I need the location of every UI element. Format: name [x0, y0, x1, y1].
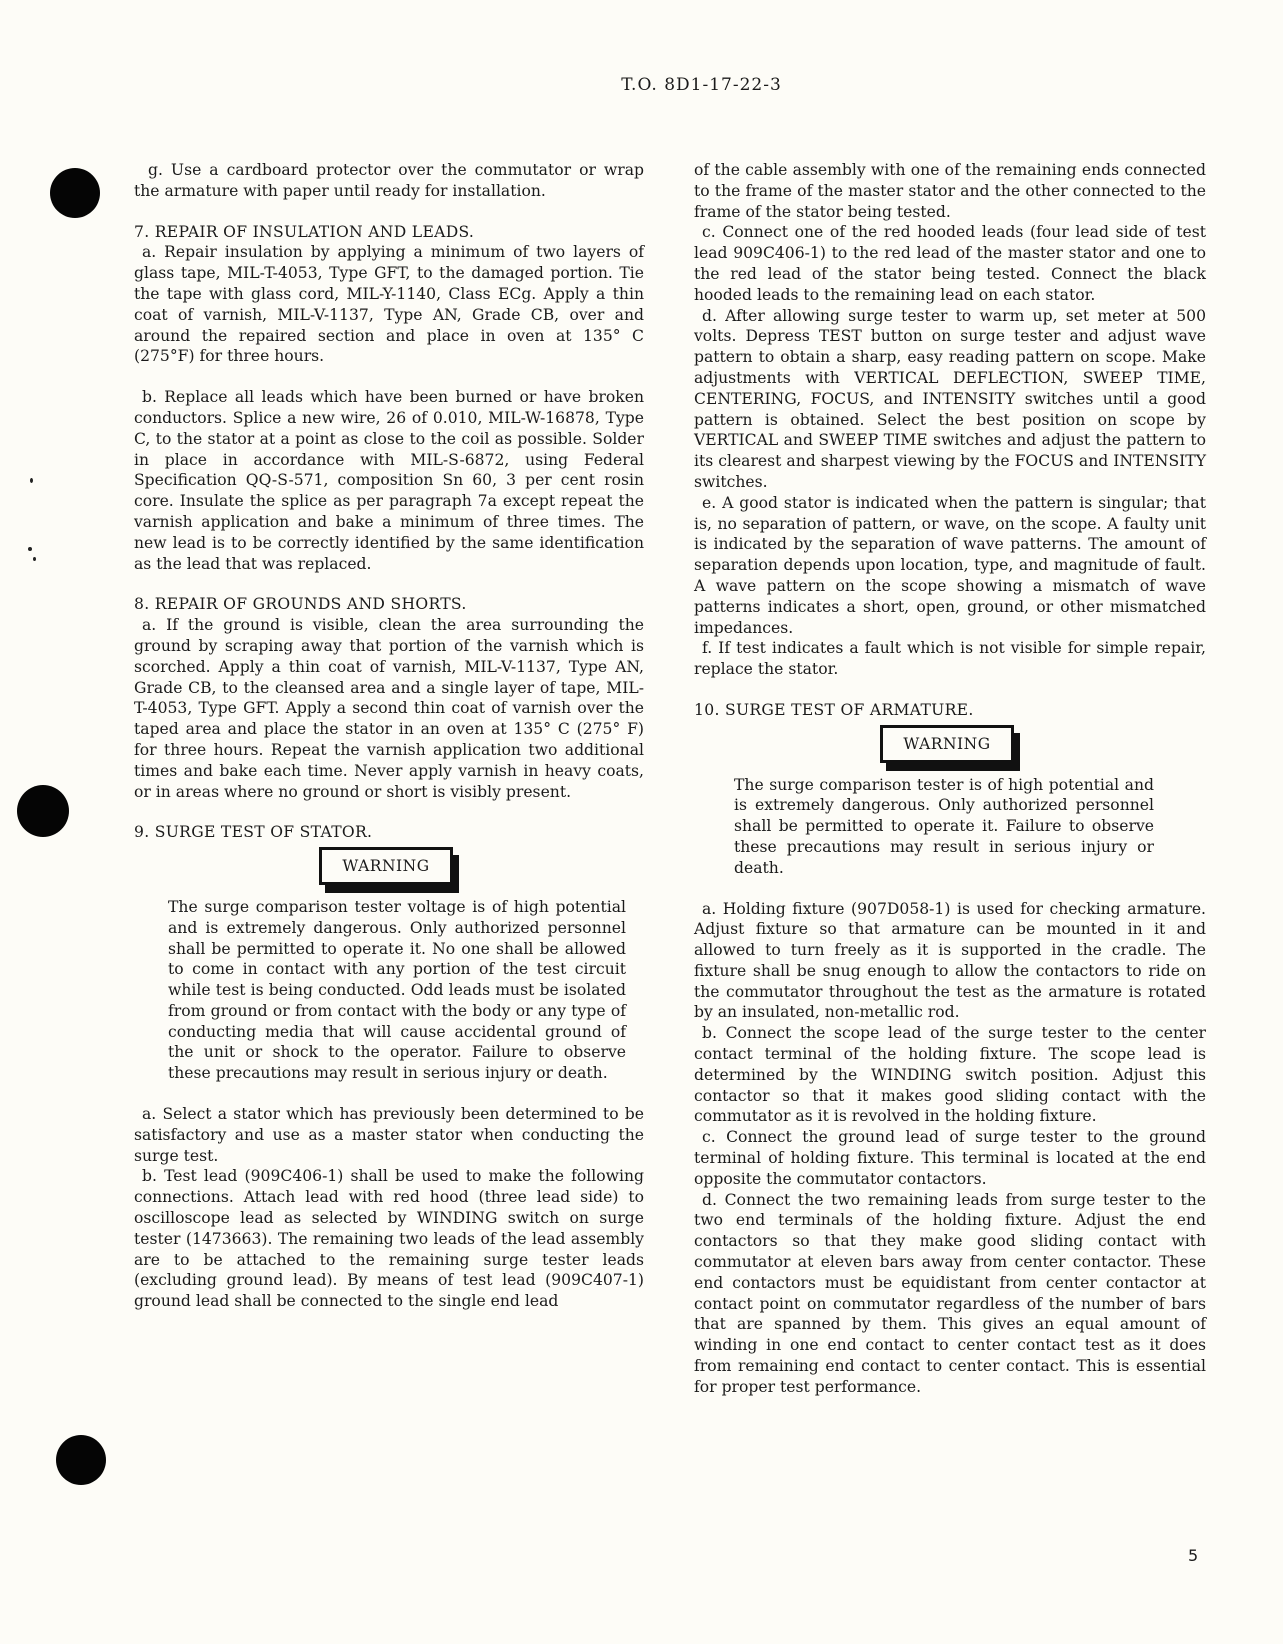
warning-text: The surge comparison tester is of high potential and is extremely dangerous. Only authorized personnel shall be permitted to operate it. Failure to observe these precautions may result in serious injury or death. [734, 775, 1154, 877]
paragraph-9d: d. After allowing surge tester to warm up, set meter at 500 volts. Depress TEST button on surge tester and adjust wave pattern to obtain a sharp, easy reading pattern on scope. Make adjustments with VERTICAL DEFLECTION, SWEEP TIME, CENTERING, FOCUS, and INTENSITY switches until a good pattern is obtained. Select the best position on scope by VERTICAL and SWEEP TIME switches and adjust the pattern to its clearest and sharpest viewing by the FOCUS and INTENSITY switches. [694, 306, 1206, 491]
section-8-heading: 8. REPAIR OF GROUNDS AND SHORTS. [134, 595, 467, 614]
warning-label: WARNING [880, 725, 1013, 763]
paragraph-9b-continued: of the cable assembly with one of the remaining ends connected to the frame of the master stator and the other connected to the frame of the stator being tested. [694, 161, 1206, 221]
punch-hole-bottom [56, 1435, 106, 1485]
paragraph-9e: e. A good stator is indicated when the pattern is singular; that is, no separation of pattern, or wave, on the scope. A faulty unit is indicated by the separation of wave patterns. The amount of separation depends upon location, type, and magnitude of fault. A wave pattern on the scope showing a mismatch of wave patterns indicates a short, open, ground, or other mismatched impedances. [694, 493, 1206, 637]
paragraph-10d: d. Connect the two remaining leads from surge tester to the two end terminals of the holding fixture. Adjust the end contactors so that they make good sliding contact with commutator at eleven bars away from center contactor. These end contactors must be equidistant from center contactor at contact point on commutator regardless of the number of bars that are spanned by them. This gives an equal amount of winding in one end contact to center contact test as it does from remaining end contact to center contact. This is essential for proper test performance. [694, 1190, 1206, 1396]
section-7-heading: 7. REPAIR OF INSULATION AND LEADS. [134, 222, 475, 241]
warning-text: The surge comparison tester voltage is of high potential and is extremely dangerous. Only authorized personnel shall be permitted to operate it. No one shall be allowed to come in contact with any portion of the test circuit while test is being conducted. Odd leads must be isolated from ground or from contact with the body or any type of conducting media that will cause accidental ground of the unit or shock to the operator. Failure to observe these precautions may result in serious injury or death. [168, 897, 626, 1083]
section-9-heading: 9. SURGE TEST OF STATOR. [134, 823, 373, 842]
punch-hole-middle [17, 785, 69, 837]
scan-speck [28, 547, 32, 551]
paragraph-8a: a. If the ground is visible, clean the area surrounding the ground by scraping away that portion of the varnish which is scorched. Apply a thin coat of varnish, MIL-V-1137, Type AN, Grade CB, to the cleansed area and a single layer of tape, MIL-T-4053, Type GFT. Apply a second thin coat of varnish over the taped area and place the stator in an oven at 135° C (275° F) for three hours. Repeat the varnish application two additional times and bake each time. Never apply varnish in heavy coats, or in areas where no ground or short is visibly present. [134, 616, 644, 801]
document-number-header: T.O. 8D1-17-22-3 [621, 75, 782, 95]
section-10-heading: 10. SURGE TEST OF ARMATURE. [694, 700, 974, 719]
paragraph-9c: c. Connect one of the red hooded leads (four lead side of test lead 909C406-1) to the red lead of the master stator and one to the red lead of the stator being tested. Connect the black hooded leads to the remaining lead on each stator. [694, 223, 1206, 304]
paragraph-9b: b. Test lead (909C406-1) shall be used to make the following connections. Attach lead with red hood (three lead side) to oscilloscope lead as selected by WINDING switch on surge tester (1473663). The remaining two leads of the lead assembly are to be attached to the remaining surge tester leads (excluding ground lead). By means of test lead (909C407-1) ground lead shall be connected to the single end lead [134, 1167, 644, 1311]
left-column [134, 160, 644, 1312]
warning-banner [694, 725, 1206, 771]
scan-speck [30, 478, 33, 483]
paragraph-10b: b. Connect the scope lead of the surge tester to the center contact terminal of the holding fixture. The scope lead is determined by the WINDING switch position. Adjust this contactor so that it makes good sliding contact with the commutator as it is revolved in the holding fixture. [694, 1024, 1206, 1126]
warning-label: WARNING [319, 847, 452, 885]
punch-hole-top [50, 168, 100, 218]
scan-speck [33, 557, 36, 561]
warning-banner [134, 847, 644, 893]
right-column [694, 160, 1206, 1398]
paragraph-9f: f. If test indicates a fault which is not visible for simple repair, replace the stator. [694, 639, 1206, 679]
paragraph-10c: c. Connect the ground lead of surge tester to the ground terminal of holding fixture. This terminal is located at the end opposite the commutator contactors. [694, 1128, 1206, 1188]
paragraph-6g: g. Use a cardboard protector over the commutator or wrap the armature with paper until ready for installation. [134, 161, 644, 200]
paragraph-9a: a. Select a stator which has previously been determined to be satisfactory and use as a master stator when conducting the surge test. [134, 1105, 644, 1165]
page-number: 5 [1188, 1546, 1199, 1565]
paragraph-7b: b. Replace all leads which have been burned or have broken conductors. Splice a new wire, 26 of 0.010, MIL-W-16878, Type C, to the stator at a point as close to the coil as possible. Solder in place in accordance with MIL-S-6872, using Federal Specification QQ-S-571, composition Sn 60, 3 per cent rosin core. Insulate the splice as per paragraph 7a except repeat the varnish application and bake a minimum of three times. The new lead is to be correctly identified by the same identification as the lead that was replaced. [134, 388, 644, 573]
paragraph-7a: a. Repair insulation by applying a minimum of two layers of glass tape, MIL-T-4053, Type GFT, to the damaged portion. Tie the tape with glass cord, MIL-Y-1140, Class ECg. Apply a thin coat of varnish, MIL-V-1137, Type AN, Grade CB, over and around the repaired section and place in oven at 135° C (275°F) for three hours. [134, 243, 644, 366]
paragraph-10a: a. Holding fixture (907D058-1) is used for checking armature. Adjust fixture so that armature can be mounted in it and allowed to turn freely as it is supported in the cradle. The fixture shall be snug enough to allow the contactors to ride on the commutator throughout the test as the armature is rotated by an insulated, non-metallic rod. [694, 899, 1206, 1022]
